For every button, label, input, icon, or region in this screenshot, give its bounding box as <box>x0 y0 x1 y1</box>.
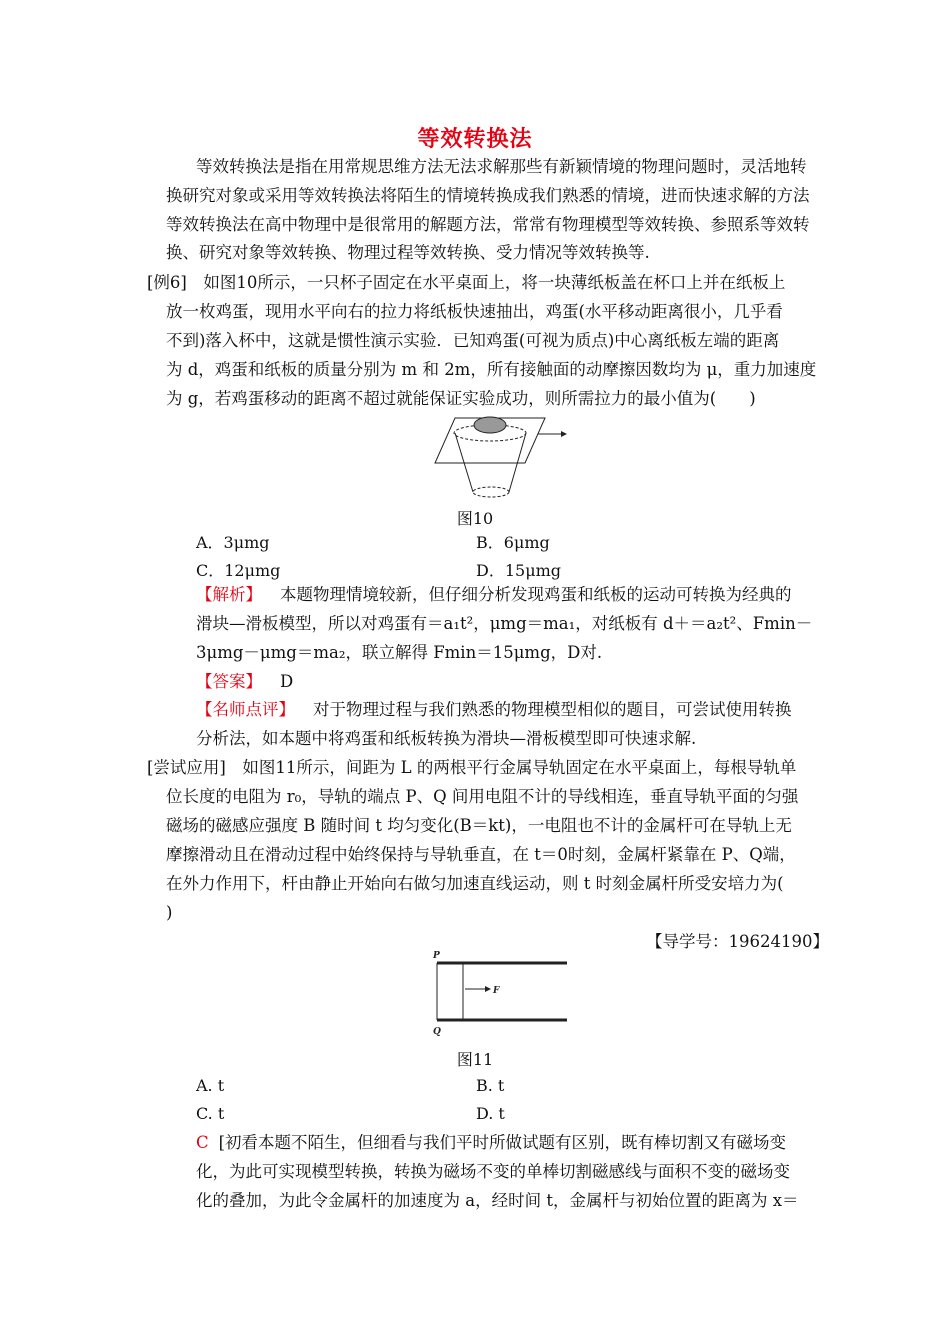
answer-tag: 【答案】 <box>196 672 262 691</box>
practice-line-3: 磁场的磁感应强度 B 随时间 t 均匀变化(B＝kt)，一电阻也不计的金属杆可在导轨上无 <box>166 816 792 835</box>
solution-line-2: 化，为此可实现模型转换，转换为磁场不变的单棒切割磁感线与面积不变的磁场变 <box>196 1162 790 1181</box>
answer-value: D <box>280 672 294 691</box>
analysis-line-2: 滑块—滑板模型，所以对鸡蛋有＝a₁t²，μmg＝ma₁，对纸板有 d＋＝a₂t²、Fmin－ <box>196 614 813 633</box>
practice-line-5: 在外力作用下，杆由静止开始向右做匀加速直线运动，则 t 时刻金属杆所受安培力为( <box>166 874 784 893</box>
practice-option-c: C. t <box>196 1104 225 1123</box>
page-title: 等效转换法 <box>417 126 533 152</box>
practice-line-2: 位长度的电阻为 r₀，导轨的端点 P、Q 间用电阻不计的导线相连，垂直导轨平面的匀强 <box>166 787 799 806</box>
comment-tag: 【名师点评】 <box>196 700 295 719</box>
example6-line-5: 为 g，若鸡蛋移动的距离不超过就能保证实验成功，则所需拉力的最小值为( ) <box>166 389 756 408</box>
intro-line-1: 等效转换法是指在用常规思维方法无法求解那些有新颖情境的物理问题时，灵活地转 <box>196 157 807 176</box>
intro-line-4: 换、研究对象等效转换、物理过程等效转换、受力情况等效转换等. <box>166 243 650 262</box>
practice-option-a: A. t <box>196 1076 225 1095</box>
solution-line-1 <box>196 1133 786 1153</box>
example6-option-a: A．3μmg <box>196 533 270 552</box>
intro-line-2: 换研究对象或采用等效转换法将陌生的情境转换成我们熟悉的情境，进而快速求解的方法 <box>166 186 810 205</box>
comment-text-1: 对于物理过程与我们熟悉的物理模型相似的题目，可尝试使用转换 <box>313 700 792 719</box>
example6-line-2: 放一枚鸡蛋，现用水平向右的拉力将纸板快速抽出，鸡蛋(水平移动距离很小，几乎看 <box>166 302 783 321</box>
rail-label-q: Q <box>433 1027 441 1037</box>
example6-option-c: C．12μmg <box>196 561 281 580</box>
rail-label-p: P <box>433 951 440 961</box>
practice-line-6: ) <box>166 903 173 922</box>
figure-11-caption: 图11 <box>456 1050 494 1069</box>
example6-option-b: B．6μmg <box>476 533 550 552</box>
example6-line-3: 不到)落入杯中，这就是惯性演示实验．已知鸡蛋(可视为质点)中心离纸板左端的距离 <box>166 331 780 350</box>
example6-option-d: D．15μmg <box>476 561 562 580</box>
example6-line-1: [例6] 如图10所示，一只杯子固定在水平桌面上，将一块薄纸板盖在杯口上并在纸板上 <box>147 273 786 292</box>
intro-line-3: 等效转换法在高中物理中是很常用的解题方法，常常有物理模型等效转换、参照系等效转 <box>166 215 810 234</box>
solution-line-3: 化的叠加，为此令金属杆的加速度为 a，经时间 t，金属杆与初始位置的距离为 x＝ <box>196 1191 799 1210</box>
practice-line-1: [尝试应用] 如图11所示，间距为 L 的两根平行金属导轨固定在水平桌面上，每根导轨单 <box>147 758 797 777</box>
comment-line-1 <box>196 700 792 720</box>
force-label-f: F <box>493 986 500 996</box>
practice-option-b: B. t <box>476 1076 505 1095</box>
comment-line-2: 分析法，如本题中将鸡蛋和纸板转换为滑块—滑板模型即可快速求解. <box>196 729 697 748</box>
analysis-tag: 【解析】 <box>196 585 262 604</box>
practice-line-4: 摩擦滑动且在滑动过程中始终保持与导轨垂直，在 t＝0时刻，金属杆紧靠在 P、Q端， <box>166 845 796 864</box>
figure-10-cup-diagram <box>425 408 575 508</box>
answer-line <box>196 672 293 692</box>
analysis-line-3: 3μmg－μmg＝ma₂，联立解得 Fmin＝15μmg，D对. <box>196 643 603 662</box>
solution-answer-letter: C <box>196 1133 209 1152</box>
figure-11-rails-diagram <box>430 945 575 1040</box>
figure-10-caption: 图10 <box>456 509 494 528</box>
example6-line-4: 为 d，鸡蛋和纸板的质量分别为 m 和 2m，所有接触面的动摩擦因数均为 μ，重力加速度 <box>166 360 817 379</box>
practice-option-d: D. t <box>476 1104 505 1123</box>
guide-number: 【导学号：19624190】 <box>646 932 829 951</box>
solution-text-1: [初看本题不陌生，但细看与我们平时所做试题有区别，既有棒切割又有磁场变 <box>218 1133 787 1152</box>
analysis-line-1 <box>196 585 792 605</box>
analysis-text-1: 本题物理情境较新，但仔细分析发现鸡蛋和纸板的运动可转换为经典的 <box>280 585 792 604</box>
